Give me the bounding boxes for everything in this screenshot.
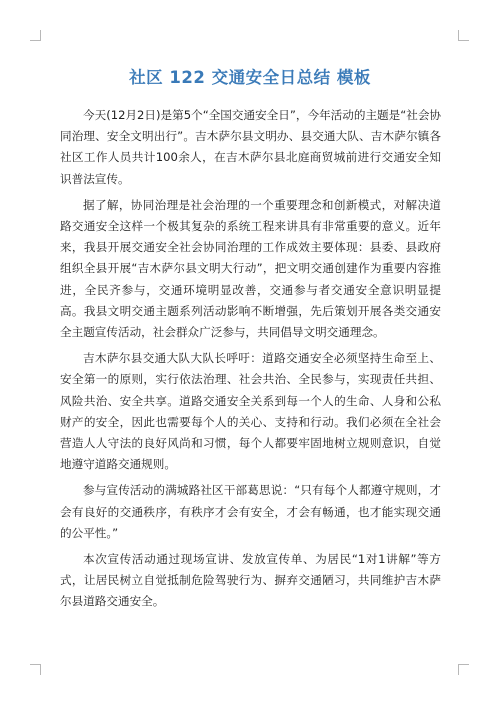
paragraph-brigade-appeal: 吉木萨尔县交通大队大队长呼吁：道路交通安全必须坚持生命至上、安全第一的原则，实行依法治理、社会共治、全民参与，实现责任共担、风险共治、安全共享。道路交通安全关系到每一个人的生命、人身和公私财产的安全，因此也需要每个人的关心、支持和行动。我们必须在全社会营造人人守法的良好风尚和习惯，每个人都要牢固地树立规则意识，自觉地遵守道路交通规则。 bbox=[60, 351, 441, 472]
paragraph-intro: 今天(12月2日)是第5个“全国交通安全日”，今年活动的主题是“社会协同治理、安全文明出行”。吉木萨尔县文明办、县交通大队、吉木萨尔镇各社区工作人员共计100余人，在吉木萨尔县北庭商贸城前进行交通安全知识普法宣传。 bbox=[60, 108, 442, 186]
corner-mark-bottom-left bbox=[30, 664, 41, 675]
paragraph-collaborative-governance: 据了解，协同治理是社会治理的一个重要理念和创新模式，对解决道路交通安全这样一个极其复杂的系统工程来讲具有非常重要的意义。近年来，我县开展交通安全社会协同治理的工作成效主要体现：县委、县政府组织全县开展“吉木萨尔县文明大行动”，把文明交通创建作为重要内容推进，全民齐参与，交通环境明显改善，交通参与者交通安全意识明显提高。我县文明交通主题系列活动影响不断增强，先后策划开展各类交通安全主题宣传活动，社会群众广泛参与，共同倡导文明交通理念。 bbox=[60, 197, 441, 340]
document-body bbox=[60, 105, 441, 618]
paragraph-community-quote: 参与宣传活动的满城路社区干部葛思说：“只有每个人都遵守规则，才会有良好的交通秩序，有秩序才会有安全，才会有畅通，也才能实现交通的公平性。” bbox=[60, 483, 441, 540]
corner-mark-top-right bbox=[458, 30, 469, 41]
corner-mark-top-left bbox=[30, 30, 41, 41]
document-title: 社区 122 交通安全日总结 模板 bbox=[129, 68, 371, 87]
paragraph-conclusion: 本次宣传活动通过现场宣讲、发放宣传单、为居民“1对1讲解”等方式，让居民树立自觉抵制危险驾驶行为、摒弃交通陋习，共同维护吉木萨尔县道路交通安全。 bbox=[60, 552, 441, 609]
corner-mark-bottom-right bbox=[458, 664, 469, 675]
